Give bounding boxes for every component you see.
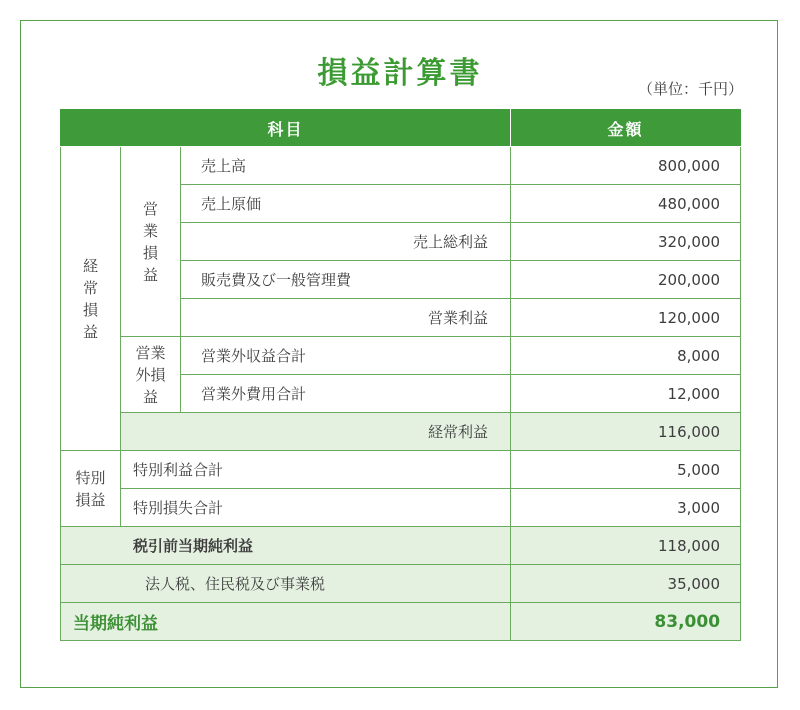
table-row	[61, 603, 741, 641]
table-row	[61, 413, 741, 451]
row-label: 営業外収益合計	[181, 337, 511, 375]
row-label: 営業利益	[181, 299, 511, 337]
unit-label: （単位：千円）	[637, 80, 743, 98]
row-label: 特別損失合計	[121, 489, 511, 527]
row-label: 経常利益	[121, 413, 511, 451]
header-amount: 金額	[511, 110, 741, 147]
row-label: 特別利益合計	[121, 451, 511, 489]
row-amount: 3,000	[511, 489, 741, 527]
table-row	[61, 527, 741, 565]
table-header-row	[61, 110, 741, 147]
table-row	[61, 147, 741, 185]
row-amount: 800,000	[511, 147, 741, 185]
document-title: 損益計算書	[317, 56, 483, 91]
row-amount: 116,000	[511, 413, 741, 451]
income-statement-table	[60, 109, 741, 641]
table-row	[61, 489, 741, 527]
category-ordinary: 経常損益	[61, 147, 121, 451]
row-amount: 83,000	[511, 603, 741, 641]
row-label: 法人税、住民税及び事業税	[61, 565, 511, 603]
row-label: 営業外費用合計	[181, 375, 511, 413]
row-amount: 12,000	[511, 375, 741, 413]
table-row	[61, 565, 741, 603]
row-label: 販売費及び一般管理費	[181, 261, 511, 299]
row-amount: 480,000	[511, 185, 741, 223]
header-item: 科目	[61, 110, 511, 147]
row-amount: 5,000	[511, 451, 741, 489]
row-amount: 120,000	[511, 299, 741, 337]
row-amount: 8,000	[511, 337, 741, 375]
row-amount: 118,000	[511, 527, 741, 565]
row-amount: 320,000	[511, 223, 741, 261]
row-label: 売上高	[181, 147, 511, 185]
row-amount: 200,000	[511, 261, 741, 299]
table-row	[61, 337, 741, 375]
category-non-operating: 営業外損益	[121, 337, 181, 413]
row-amount: 35,000	[511, 565, 741, 603]
category-extraordinary: 特別損益	[61, 451, 121, 527]
row-label: 当期純利益	[61, 603, 511, 641]
row-label: 税引前当期純利益	[61, 527, 511, 565]
category-operating: 営業損益	[121, 147, 181, 337]
table-row	[61, 451, 741, 489]
row-label: 売上原価	[181, 185, 511, 223]
row-label: 売上総利益	[181, 223, 511, 261]
